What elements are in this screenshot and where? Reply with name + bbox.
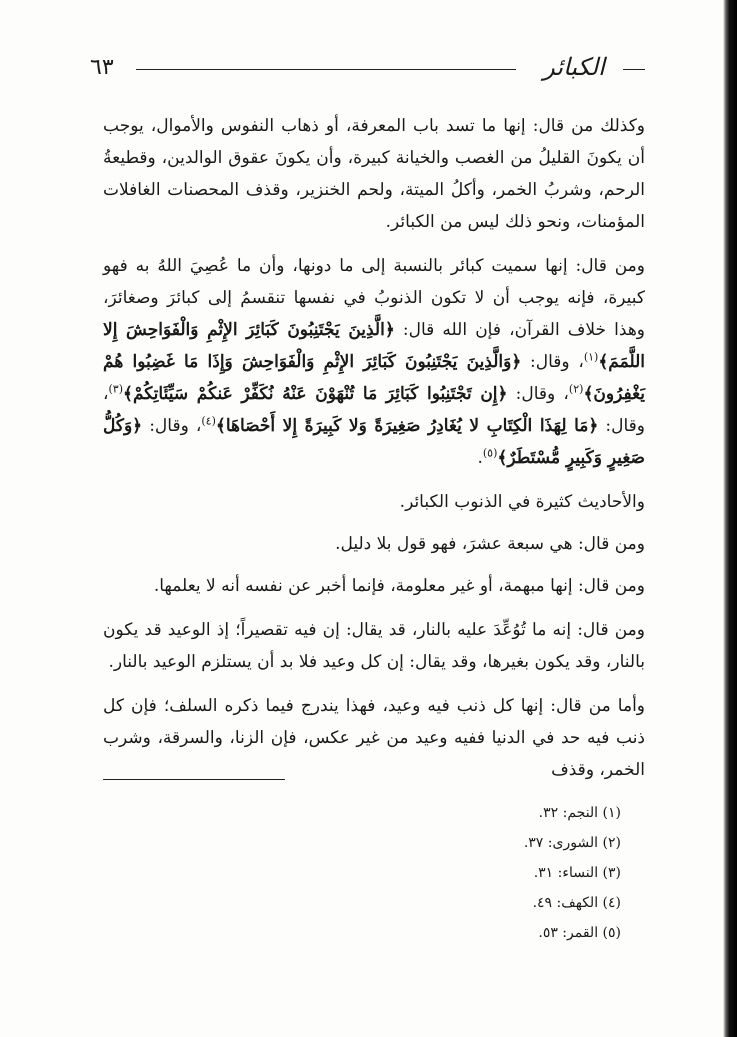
footnote-3: (٣) النساء: ٣١. xyxy=(533,865,621,881)
paragraph-5: ومن قال: إنها مبهمة، أو غير معلومة، فإنما أخبر عن نفسه أنه لا يعلمها. xyxy=(153,576,645,596)
paragraph-2 xyxy=(103,250,645,474)
footnote-separator xyxy=(103,779,285,780)
page-body xyxy=(103,110,645,798)
connector-5: . xyxy=(477,448,483,468)
paragraph-4: ومن قال: هي سبعة عشرَ، فهو قول بلا دليل. xyxy=(335,534,645,554)
footnote-2: (٢) الشورى: ٣٧. xyxy=(523,835,621,851)
footnote-ref-2: (٢) xyxy=(568,382,584,396)
quran-verse-1: ﴿الَّذِينَ يَجْتَنِبُونَ كَبَائِرَ الإِثْمِ وَالْفَوَاحِشَ إِلا اللَّمَمَ﴾ xyxy=(103,320,645,372)
paragraph-6: ومن قال: إنه ما تُوُعِّدَ عليه بالنار، قد يقال: إن فيه تقصيراً؛ إذ الوعيد قد يكون بالنار، وقد يكون بغيرها، وقد يقال: إن كل وعيد فلا بد أن يستلزم الوعيد بالنار. xyxy=(103,620,645,672)
quran-verse-5: ﴿وَكُلُّ صَغِيرٍ وَكَبِيرٍ مُّسْتَطَرٌ﴾ xyxy=(103,416,645,468)
page-number: ٦٣ xyxy=(90,55,114,80)
footnote-ref-5: (٥) xyxy=(482,446,498,460)
quran-verse-2: ﴿وَالَّذِينَ يَجْتَنِبُونَ كَبَائِرَ الإِثْمِ وَالْفَوَاحِشَ وَإِذَا مَا غَضِبُوا هُمْ يَغْفِرُونَ﴾ xyxy=(103,352,646,404)
header-rule-right xyxy=(623,69,645,70)
footnote-ref-3: (٣) xyxy=(108,382,124,396)
footnote-1: (١) النجم: ٣٢. xyxy=(538,805,621,821)
footnote-ref-1: (١) xyxy=(583,350,599,364)
quran-verse-4: ﴿مَا لِهَذَا الْكِتَابِ لا يُغَادِرُ صَغِيرَةً وَلا كَبِيرَةً إِلا أَحْصَاهَا﴾ xyxy=(215,416,599,436)
connector-1: ، وقال: xyxy=(530,352,584,372)
quran-verse-3: ﴿إِن تَجْتَنِبُوا كَبَائِرَ مَا تُنْهَوْنَ عَنْهُ نُكَفِّرْ عَنكُمْ سَيِّئَاتِكُمْ﴾ xyxy=(123,384,508,404)
connector-4: ، وقال: xyxy=(149,416,202,436)
connector-2: ، وقال: xyxy=(515,384,569,404)
paragraph-7: وأما من قال: إنها كل ذنب فيه وعيد، فهذا يندرج فيما ذكره السلف؛ فإن كل ذنب فيه حد في الدنيا ففيه وعيد من غير عكس، فإن الزنا، والسرقة، وشرب الخمر، وقذف xyxy=(103,696,645,780)
page-header xyxy=(90,52,645,92)
running-title: الكبائر xyxy=(543,53,605,81)
footnotes-list xyxy=(103,800,645,950)
footnote-4: (٤) الكهف: ٤٩. xyxy=(532,895,621,911)
paragraph-2-text: ومن قال: إنها سميت كبائر بالنسبة إلى ما دونها، وأن ما عُصِيَ اللهُ به فهو كبيرة، فإنه يوجب أن لا تكون الذنوبُ في نفسها تنقسمُ إلى كبائرَ وصغائرَ، وهذا خلاف القرآن، فإن الله قال: xyxy=(103,256,646,340)
header-rule-left xyxy=(136,69,516,70)
footnote-ref-4: (٤) xyxy=(201,414,216,428)
connector-3: ، وقال: xyxy=(103,384,645,436)
footnote-5: (٥) القمر: ٥٣. xyxy=(538,925,621,941)
book-spine-shadow xyxy=(723,0,737,1037)
paragraph-3: والأحاديث كثيرة في الذنوب الكبائر. xyxy=(399,492,645,512)
paragraph-1: وكذلك من قال: إنها ما تسد باب المعرفة، أو ذهاب النفوس والأموال، يوجب أن يكونَ القليلُ من الغصب والخيانة كبيرة، وأن يكونَ عقوق الوالدين، وقطيعةُ الرحم، وشربُ الخمر، وأكلُ الميتة، ولحم الخنزير، وقذف المحصنات الغافلات المؤمنات، ونحو ذلك ليس من الكبائر. xyxy=(103,116,645,232)
